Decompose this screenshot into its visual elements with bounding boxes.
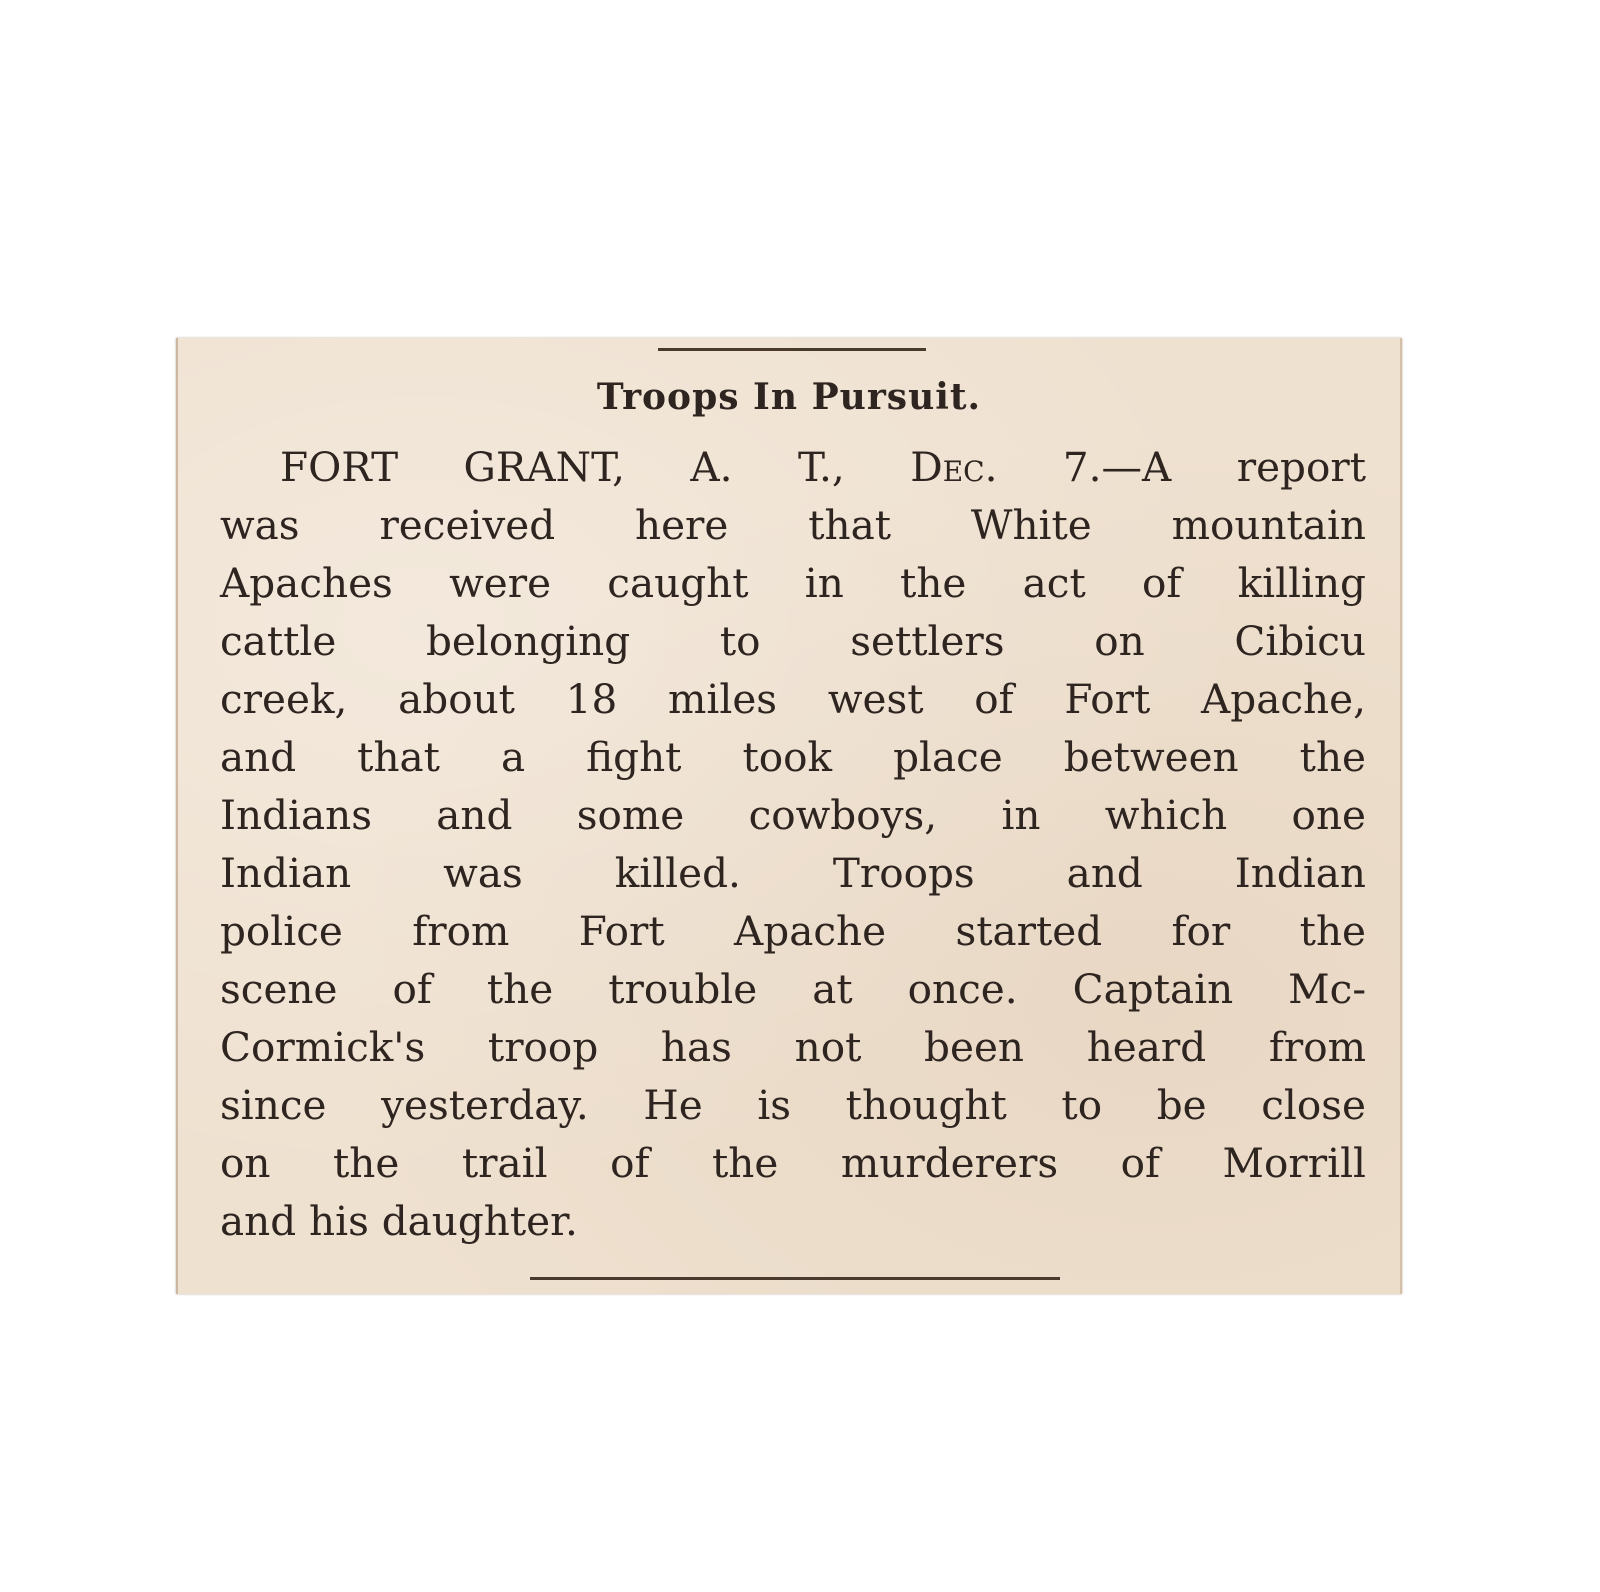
- top-rule: [658, 348, 926, 351]
- bottom-rule: [530, 1277, 1060, 1280]
- article-line: police from Fort Apache started for the: [220, 907, 1366, 955]
- newspaper-clipping: [176, 338, 1402, 1294]
- article-line: Cormick's troop has not been heard from: [220, 1023, 1366, 1071]
- article-line: on the trail of the murderers of Morrill: [220, 1139, 1366, 1187]
- article-line: scene of the trouble at once. Captain Mc-: [220, 965, 1366, 1013]
- article-line: creek, about 18 miles west of Fort Apache,: [220, 675, 1366, 723]
- article-line: Indians and some cowboys, in which one: [220, 791, 1366, 839]
- article-line: since yesterday. He is thought to be close: [220, 1081, 1366, 1129]
- article-line: Indian was killed. Troops and Indian: [220, 849, 1366, 897]
- article-line: and his daughter.: [220, 1197, 578, 1245]
- dateline: FORT GRANT, A. T., Dec. 7.: [280, 443, 1102, 491]
- article-line: was received here that White mountain: [220, 501, 1366, 549]
- article-line: cattle belonging to settlers on Cibicu: [220, 617, 1366, 665]
- article-line: [220, 438, 1366, 496]
- article-body: [220, 438, 1366, 1250]
- headline: Troops In Pursuit.: [596, 376, 982, 418]
- article-line: Apaches were caught in the act of killing: [220, 559, 1366, 607]
- article-line: and that a fight took place between the: [220, 733, 1366, 781]
- line-text: —A report: [1101, 443, 1366, 491]
